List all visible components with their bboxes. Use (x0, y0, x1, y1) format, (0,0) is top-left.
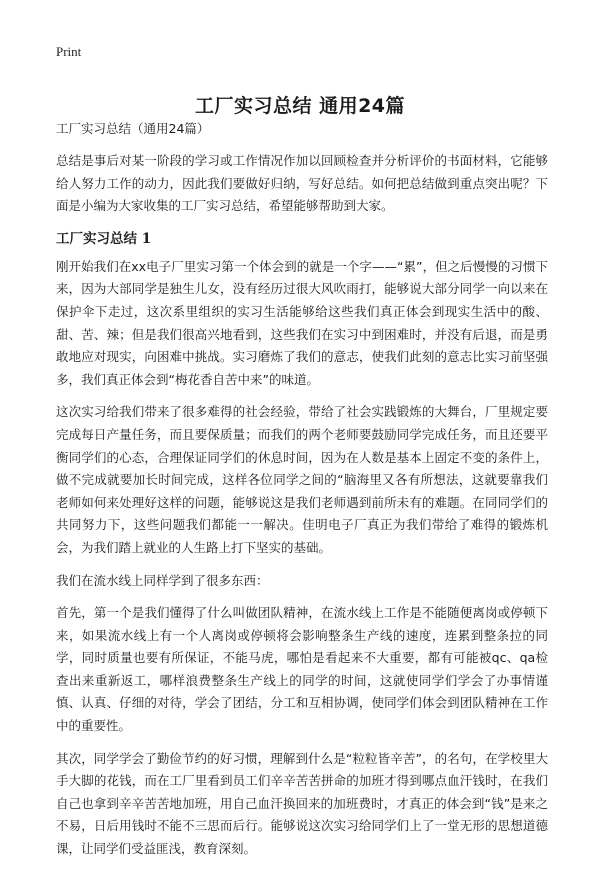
document-subtitle: 工厂实习总结（通用24篇） (56, 121, 210, 136)
print-link[interactable]: Print (56, 44, 82, 59)
body-paragraph: 刚开始我们在xx电子厂里实习第一个体会到的就是一个字——“累”，但之后慢慢的习惯下来，因为大部同学是独生儿女，没有经历过很大风吹雨打，能够说大部分同学一向以来在保护伞下走过，这次系里组织的实习生活能够给这些我们真正体会到现实生活中的酸、甜、苦、辣；但是我们很高兴地看到，这些我们在实习中到困难时，并没有后退，而是勇敢地应对现实，向困难中挑战。实习磨炼了我们的意志，使我们此刻的意志比实习前坚强多，我们真正体会到“梅花香自苦中来”的味道。 (56, 258, 548, 387)
body-paragraph: 我们在流水线上同样学到了很多东西： (56, 572, 269, 588)
body-paragraph: 首先，第一个是我们懂得了什么叫做团队精神，在流水线上工作是不能随便离岗或停顿下来，如果流水线上有一个人离岗或停顿将会影响整条生产线的速度，连累到整条拉的同学，同时质量也要有所保证，不能马虎，哪怕是看起来不大重要，都有可能被qc、qa检查出来重新返工，哪样浪费整条生产线上的同学的时间，这就使同学们学会了办事情谨慎、认真、仔细的对待，学会了团结，分工和互相协调，使同学们体会到团队精神在工作中的重要性。 (56, 605, 548, 734)
intro-paragraph: 总结是事后对某一阶段的学习或工作情况作加以回顾检查并分析评价的书面材料，它能够给人努力工作的动力，因此我们要做好归纳，写好总结。如何把总结做到重点突出呢？下面是小编为大家收集的工厂实习总结，希望能够帮助到大家。 (56, 153, 548, 214)
body-paragraph: 其次，同学学会了勤俭节约的好习惯，理解到什么是“粒粒皆辛苦”，的名句，在学校里大手大脚的花钱，而在工厂里看到员工们辛辛苦苦拼命的加班才得到哪点血汗钱时，在我们自己也拿到辛辛苦苦地加班，用自己血汗换回来的加班费时，才真正的体会到“钱”是来之不易，日后用钱时不能不三思而后行。能够说这次实习给同学们上了一堂无形的思想道德课，让同学们受益匪浅，教育深刻。 (56, 750, 548, 857)
document-body (56, 118, 548, 871)
section-heading: 工厂实习总结 1 (56, 230, 152, 247)
body-paragraph: 这次实习给我们带来了很多难得的社会经验，带给了社会实践锻炼的大舞台，厂里规定要完成每日产量任务，而且要保质量；而我们的两个老师要鼓励同学完成任务，而且还要平衡同学们的心态，合理保证同学们的休息时间，因为在人数是基本上固定不变的条件上，做不完成就要加长时间完成，这样各位同学之间的“脑海里又各有所想法，这就要靠我们老师如何来处理好这样的问题，能够说这是我们老师遇到前所未有的难题。在同同学们的共同努力下，这些问题我们都能一一解决。佳明电子厂真正为我们带给了难得的锻炼机会，为我们踏上就业的人生路上打下坚实的基础。 (56, 404, 548, 555)
document-title: 工厂实习总结 通用24篇 (194, 94, 406, 117)
